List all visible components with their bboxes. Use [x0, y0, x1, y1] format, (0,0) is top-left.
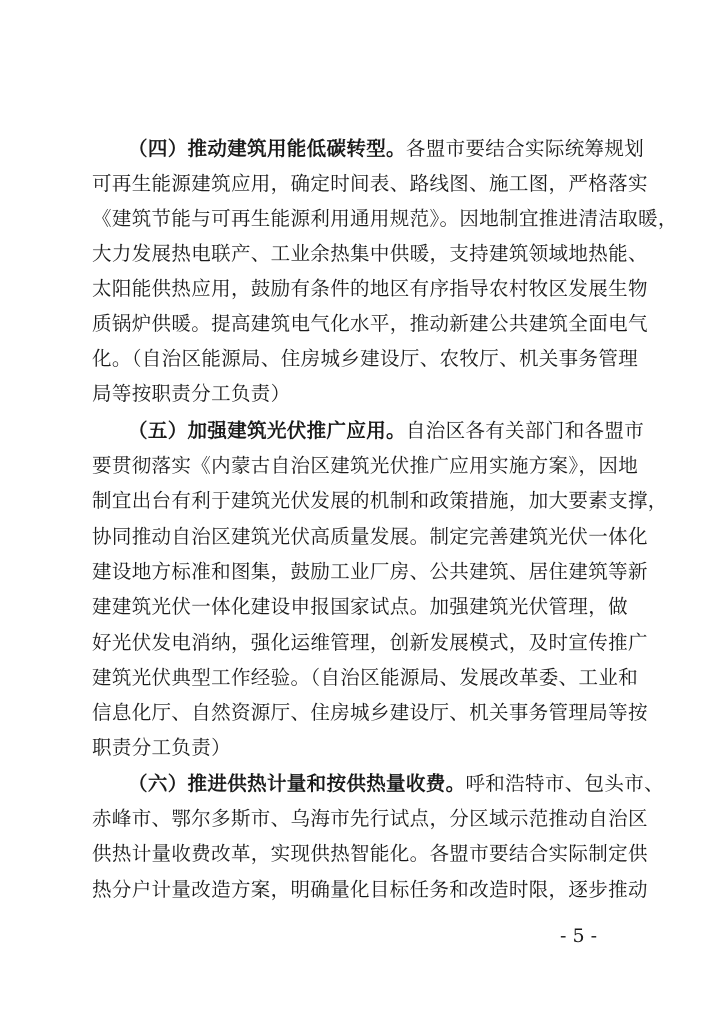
paragraph-4-heading: （四）推动建筑用能低碳转型。 [128, 137, 406, 160]
paragraph-4-first-line-text: 各盟市要结合实际统筹规划 [405, 137, 645, 160]
paragraph-4-line: 可再生能源建筑应用，确定时间表、路线图、施工图，严格落实 [92, 172, 648, 195]
paragraph-6-heading: （六）推进供热计量和按供热量收费。 [128, 772, 466, 795]
paragraph-4-line: 大力发展热电联产、工业余热集中供暖，支持建筑领域地热能、 [92, 242, 648, 265]
paragraph-4-line: 质锅炉供暖。提高建筑电气化水平，推动新建公共建筑全面电气 [92, 312, 648, 335]
paragraph-5-first-line-text: 自治区各有关部门和各盟市 [405, 419, 645, 442]
paragraph-5-line: 要贯彻落实《内蒙古自治区建筑光伏推广应用实施方案》，因地 [92, 454, 639, 477]
paragraph-4-line: 《建筑节能与可再生能源利用通用规范》。因地制宜推进清洁取暖， [92, 207, 678, 230]
paragraph-5-line: 好光伏发电消纳，强化运维管理，创新发展模式，及时宣传推广 [92, 631, 648, 654]
paragraph-5-line: 建筑光伏典型工作经验。（自治区能源局、发展改革委、工业和 [92, 666, 639, 689]
paragraph-4-line: 化。（自治区能源局、住房城乡建设厅、农牧厅、机关事务管理 [92, 347, 639, 370]
paragraph-4-first-line [128, 136, 652, 162]
paragraph-6-first-line-text: 呼和浩特市、包头市、 [465, 772, 664, 795]
paragraph-6-line: 赤峰市、鄂尔多斯市、乌海市先行试点，分区域示范推动自治区 [92, 807, 648, 830]
paragraph-6-first-line [128, 771, 664, 797]
paragraph-5-line: 信息化厅、自然资源厅、住房城乡建设厅、机关事务管理局等按 [92, 701, 648, 724]
paragraph-5-line: 协同推动自治区建筑光伏高质量发展。制定完善建筑光伏一体化 [92, 525, 648, 548]
paragraph-5-line: 职责分工负责） [92, 736, 231, 759]
paragraph-5-heading: （五）加强建筑光伏推广应用。 [128, 419, 406, 442]
paragraph-5-line: 建建筑光伏一体化建设申报国家试点。加强建筑光伏管理，做 [92, 595, 628, 618]
paragraph-5-first-line [128, 418, 652, 444]
paragraph-6-line: 供热计量收费改革，实现供热智能化。各盟市要结合实际制定供 [92, 842, 648, 865]
paragraph-4-line: 太阳能供热应用，鼓励有条件的地区有序指导农村牧区发展生物 [92, 277, 648, 300]
paragraph-5-line: 建设地方标准和图集，鼓励工业厂房、公共建筑、居住建筑等新 [92, 560, 648, 583]
paragraph-5-line: 制宜出台有利于建筑光伏发展的机制和政策措施，加大要素支撑， [92, 489, 668, 512]
paragraph-6-line: 热分户计量改造方案，明确量化目标任务和改造时限，逐步推动 [92, 878, 648, 901]
paragraph-4-line: 局等按职责分工负责） [92, 382, 291, 405]
page-number: - 5 - [560, 925, 598, 947]
